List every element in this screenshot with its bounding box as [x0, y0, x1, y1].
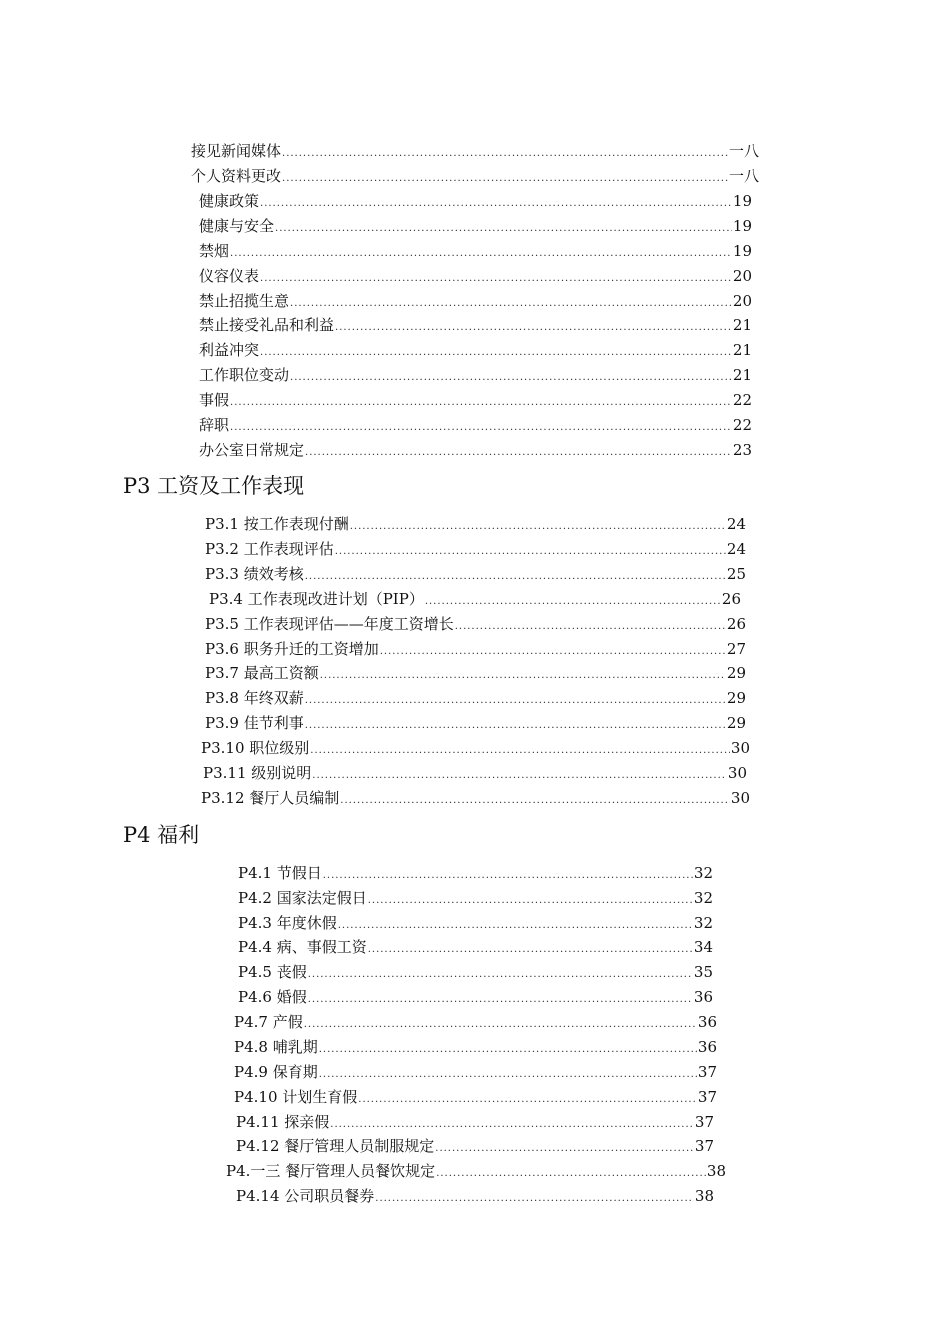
toc-entry-page: 36 — [697, 1013, 717, 1031]
toc-entry-label: P4.2 国家法定假日 — [238, 889, 367, 907]
toc-entry-page: 21 — [732, 341, 752, 359]
toc-entry-label: P3.9 佳节利事 — [205, 714, 304, 732]
toc-entry-page: 26 — [726, 615, 746, 633]
toc-leader — [305, 444, 732, 462]
toc-entry-label: 仪容仪表 — [199, 267, 260, 285]
toc-leader — [260, 195, 732, 213]
toc-leader — [312, 767, 727, 785]
toc-leader — [290, 369, 732, 387]
toc-entry-label: 工作职位变动 — [199, 366, 290, 384]
toc-entry-page: 24 — [726, 540, 746, 558]
toc-entry-page: 19 — [732, 217, 752, 235]
toc-entry-page: 34 — [693, 938, 713, 956]
toc-leader — [305, 717, 726, 735]
toc-entry[interactable] — [205, 615, 746, 636]
toc-entry-page: 27 — [726, 640, 746, 658]
toc-leader — [305, 568, 726, 586]
toc-entry-label: 接见新闻媒体 — [191, 142, 282, 160]
toc-entry-label: P4.6 婚假 — [238, 988, 307, 1006]
toc-entry[interactable] — [199, 292, 752, 313]
toc-entry-page: 37 — [697, 1063, 717, 1081]
toc-entry[interactable] — [236, 1187, 714, 1208]
toc-entry[interactable] — [201, 739, 750, 760]
toc-entry[interactable] — [238, 864, 713, 885]
toc-leader — [350, 518, 726, 536]
toc-leader — [338, 917, 693, 935]
toc-entry-label: P4.10 计划生育假 — [234, 1088, 358, 1106]
toc-entry[interactable] — [199, 192, 752, 213]
toc-entry-page: 37 — [694, 1113, 714, 1131]
toc-entry[interactable] — [205, 714, 746, 735]
toc-entry-label: P4.14 公司职员餐券 — [236, 1187, 375, 1205]
toc-leader — [368, 892, 693, 910]
toc-entry[interactable] — [226, 1162, 726, 1183]
toc-entry[interactable] — [191, 167, 759, 188]
toc-leader — [425, 593, 721, 611]
toc-entry-label: P3.7 最高工资额 — [205, 664, 319, 682]
toc-entry-page: 29 — [726, 714, 746, 732]
toc-leader — [436, 1165, 706, 1183]
toc-leader — [282, 145, 728, 163]
toc-entry-label: P4.4 病、事假工资 — [238, 938, 367, 956]
toc-leader — [290, 295, 732, 313]
toc-entry[interactable] — [238, 938, 713, 959]
toc-entry-label: P3.1 按工作表现付酬 — [205, 515, 349, 533]
toc-leader — [358, 1091, 697, 1109]
toc-entry[interactable] — [236, 1113, 714, 1134]
toc-leader — [275, 220, 732, 238]
toc-entry-label: P3.10 职位级别 — [201, 739, 310, 757]
toc-entry[interactable] — [199, 316, 752, 337]
toc-entry-label: P4.3 年度休假 — [238, 914, 337, 932]
toc-entry[interactable] — [201, 789, 750, 810]
toc-entry-label: P3.12 餐厅人员编制 — [201, 789, 340, 807]
toc-leader — [335, 319, 732, 337]
toc-entry-label: 辞职 — [199, 416, 230, 434]
toc-entry[interactable] — [199, 416, 752, 437]
toc-entry[interactable] — [234, 1013, 717, 1034]
toc-leader — [335, 543, 726, 561]
toc-leader — [319, 1041, 697, 1059]
toc-entry[interactable] — [205, 689, 746, 710]
toc-entry-page: 32 — [693, 914, 713, 932]
toc-entry-label: P3.11 级别说明 — [203, 764, 312, 782]
toc-entry-page: 32 — [693, 889, 713, 907]
toc-entry-page: 30 — [730, 789, 750, 807]
toc-entry-label: 个人资料更改 — [191, 167, 282, 185]
toc-entry-page: 37 — [694, 1137, 714, 1155]
toc-entry[interactable] — [209, 590, 741, 611]
toc-entry[interactable] — [205, 640, 746, 661]
toc-entry[interactable] — [199, 217, 752, 238]
toc-entry[interactable] — [199, 391, 752, 412]
toc-leader — [320, 667, 726, 685]
toc-entry-page: 29 — [726, 664, 746, 682]
toc-leader — [230, 419, 732, 437]
toc-entry[interactable] — [205, 515, 746, 536]
toc-entry[interactable] — [205, 565, 746, 586]
toc-entry-page: 36 — [697, 1038, 717, 1056]
toc-leader — [380, 643, 726, 661]
toc-entry-page: 30 — [727, 764, 747, 782]
toc-entry-page: 32 — [693, 864, 713, 882]
toc-entry-label: P4.7 产假 — [234, 1013, 303, 1031]
toc-entry-page: 38 — [706, 1162, 726, 1180]
toc-leader — [455, 618, 726, 636]
toc-entry-label: P4.1 节假日 — [238, 864, 322, 882]
toc-leader — [260, 344, 732, 362]
toc-leader — [282, 170, 728, 188]
toc-leader — [260, 270, 732, 288]
toc-entry[interactable] — [234, 1063, 717, 1084]
toc-entry[interactable] — [191, 142, 759, 163]
toc-entry-page: 35 — [693, 963, 713, 981]
toc-entry-page: 25 — [726, 565, 746, 583]
toc-entry[interactable] — [234, 1038, 717, 1059]
toc-entry-page: 38 — [694, 1187, 714, 1205]
toc-entry-label: P4.一三 餐厅管理人员餐饮规定 — [226, 1162, 436, 1180]
toc-entry-label: P3.2 工作表现评估 — [205, 540, 334, 558]
toc-entry[interactable] — [205, 664, 746, 685]
toc-entry-page: 21 — [732, 316, 752, 334]
toc-entry[interactable] — [199, 267, 752, 288]
toc-entry-label: P4.5 丧假 — [238, 963, 307, 981]
toc-entry[interactable] — [203, 764, 747, 785]
toc-entry-label: 禁烟 — [199, 242, 230, 260]
toc-leader — [340, 792, 730, 810]
toc-entry-label: P3.6 职务升迁的工资增加 — [205, 640, 379, 658]
toc-entry[interactable] — [199, 242, 752, 263]
toc-leader — [308, 991, 693, 1009]
toc-entry-label: P4.12 餐厅管理人员制服规定 — [236, 1137, 435, 1155]
toc-entry-page: 22 — [732, 416, 752, 434]
toc-entry-label: P4.8 哺乳期 — [234, 1038, 318, 1056]
toc-entry-label: 办公室日常规定 — [199, 441, 305, 459]
toc-entry[interactable] — [199, 441, 752, 462]
toc-entry[interactable] — [238, 914, 713, 935]
toc-entry-label: P3.4 工作表现改进计划（PIP） — [209, 590, 424, 608]
toc-leader — [323, 867, 693, 885]
toc-leader — [330, 1116, 694, 1134]
toc-entry-label: 事假 — [199, 391, 230, 409]
toc-entry-page: 26 — [721, 590, 741, 608]
toc-entry-page: 36 — [693, 988, 713, 1006]
toc-entry[interactable] — [199, 366, 752, 387]
toc-entry-page: 19 — [732, 242, 752, 260]
toc-leader — [310, 742, 730, 760]
toc-leader — [435, 1140, 694, 1158]
toc-entry-label: P3.5 工作表现评估——年度工资增长 — [205, 615, 454, 633]
toc-entry-label: P3.8 年终双薪 — [205, 689, 304, 707]
toc-entry-page: 23 — [732, 441, 752, 459]
toc-entry-label: 禁止接受礼品和利益 — [199, 316, 335, 334]
toc-entry[interactable] — [205, 540, 746, 561]
toc-leader — [230, 394, 732, 412]
toc-entry-label: 禁止招揽生意 — [199, 292, 290, 310]
toc-entry-label: 健康政策 — [199, 192, 260, 210]
toc-entry-page: 19 — [732, 192, 752, 210]
toc-leader — [368, 941, 693, 959]
toc-entry-label: P3.3 绩效考核 — [205, 565, 304, 583]
toc-entry-page: 37 — [697, 1088, 717, 1106]
toc-entry-page: 24 — [726, 515, 746, 533]
toc-leader — [305, 692, 726, 710]
toc-entry-page: 30 — [730, 739, 750, 757]
toc-entry[interactable] — [236, 1137, 714, 1158]
section-heading-p4: P4 福利 — [123, 823, 200, 847]
toc-entry[interactable] — [199, 341, 752, 362]
toc-entry-page: 一八 — [728, 167, 759, 185]
toc-entry-page: 22 — [732, 391, 752, 409]
toc-entry[interactable] — [238, 889, 713, 910]
toc-entry[interactable] — [234, 1088, 717, 1109]
toc-entry-page: 29 — [726, 689, 746, 707]
section-heading-p3: P3 工资及工作表现 — [123, 474, 305, 498]
toc-entry-page: 21 — [732, 366, 752, 384]
toc-entry-label: P4.11 探亲假 — [236, 1113, 330, 1131]
toc-leader — [319, 1066, 697, 1084]
toc-leader — [375, 1190, 694, 1208]
toc-entry-page: 一八 — [728, 142, 759, 160]
toc-leader — [308, 966, 693, 984]
toc-leader — [230, 245, 732, 263]
toc-entry-page: 20 — [732, 292, 752, 310]
toc-entry[interactable] — [238, 988, 713, 1009]
toc-entry-label: 利益冲突 — [199, 341, 260, 359]
toc-entry-label: P4.9 保育期 — [234, 1063, 318, 1081]
toc-leader — [304, 1016, 697, 1034]
toc-entry[interactable] — [238, 963, 713, 984]
toc-entry-page: 20 — [732, 267, 752, 285]
toc-entry-label: 健康与安全 — [199, 217, 275, 235]
